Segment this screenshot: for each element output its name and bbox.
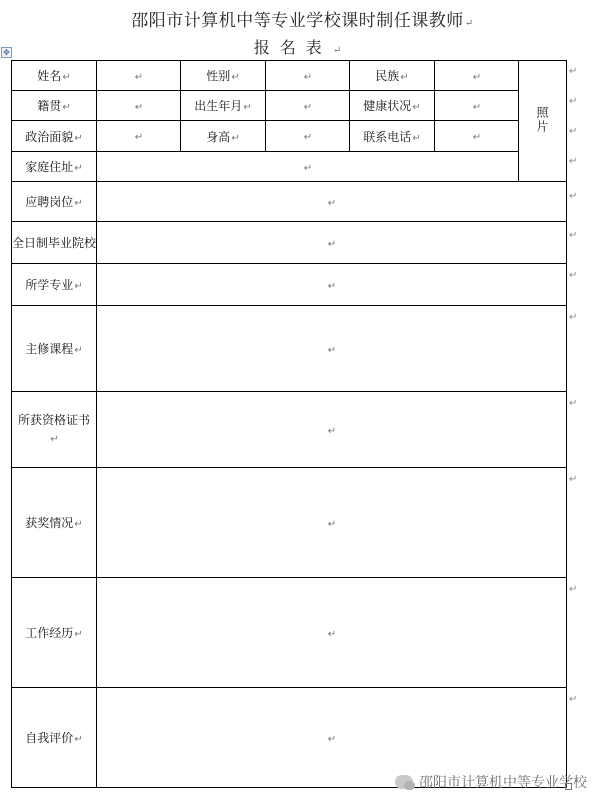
row-end-mark: ↵ [569, 312, 578, 323]
position-label: 应聘岗位↵ [12, 182, 97, 222]
height-cell[interactable]: ↵ [266, 121, 350, 152]
address-cell[interactable]: ↵ [97, 152, 519, 182]
school-label: 全日制毕业院校 [12, 222, 97, 264]
watermark [395, 772, 587, 792]
row-end-mark: ↵ [569, 584, 578, 595]
row-end-mark: ↵ [569, 270, 578, 281]
certificates-cell[interactable]: ↵ [97, 392, 567, 468]
native-place-label: 籍贯↵ [12, 91, 97, 121]
name-label: 姓名↵ [12, 61, 97, 91]
gender-label: 性别↵ [181, 61, 266, 91]
table-move-handle-icon[interactable]: ✥ [1, 47, 12, 58]
awards-label: 获奖情况↵ [12, 468, 97, 578]
courses-label: 主修课程↵ [12, 306, 97, 392]
certificates-label: 所获资格证书↵ [12, 392, 97, 468]
self-evaluation-label: 自我评价↵ [12, 688, 97, 788]
watermark-text: 邵阳市计算机中等专业学校 [419, 775, 587, 791]
major-cell[interactable]: ↵ [97, 264, 567, 306]
phone-label: 联系电话↵ [350, 121, 435, 152]
self-evaluation-cell[interactable]: ↵ [97, 688, 567, 788]
row-end-mark: ↵ [569, 66, 578, 77]
photo-label: 照片 [535, 105, 549, 134]
courses-cell[interactable]: ↵ [97, 306, 567, 392]
row-end-mark: ↵ [569, 96, 578, 107]
birth-date-cell[interactable]: ↵ [266, 91, 350, 121]
political-status-label: 政治面貌↵ [12, 121, 97, 152]
experience-cell[interactable]: ↵ [97, 578, 567, 688]
document-subtitle: 报名表↵ [253, 38, 352, 57]
registration-form-table [11, 60, 567, 788]
photo-cell[interactable] [519, 61, 567, 182]
position-cell[interactable]: ↵ [97, 182, 567, 222]
name-cell[interactable]: ↵ [97, 61, 181, 91]
health-label: 健康状况↵ [350, 91, 435, 121]
height-label: 身高↵ [181, 121, 266, 152]
row-end-mark: ↵ [569, 156, 578, 167]
row-end-mark: ↵ [569, 230, 578, 241]
birth-date-label: 出生年月↵ [181, 91, 266, 121]
awards-cell[interactable]: ↵ [97, 468, 567, 578]
wechat-icon [395, 775, 413, 789]
native-place-cell[interactable]: ↵ [97, 91, 181, 121]
experience-label: 工作经历↵ [12, 578, 97, 688]
major-label: 所学专业↵ [12, 264, 97, 306]
ethnicity-label: 民族↵ [350, 61, 435, 91]
political-status-cell[interactable]: ↵ [97, 121, 181, 152]
document-title: 邵阳市计算机中等专业学校课时制任课教师↵ [131, 11, 474, 31]
ethnicity-cell[interactable]: ↵ [435, 61, 519, 91]
row-end-mark: ↵ [569, 474, 578, 485]
row-end-mark: ↵ [569, 694, 578, 705]
end-mark-icon [565, 783, 572, 790]
row-end-mark: ↵ [569, 398, 578, 409]
row-end-mark: ↵ [569, 191, 578, 202]
gender-cell[interactable]: ↵ [266, 61, 350, 91]
phone-cell[interactable]: ↵ [435, 121, 519, 152]
row-end-mark: ↵ [569, 126, 578, 137]
health-cell[interactable]: ↵ [435, 91, 519, 121]
school-cell[interactable]: ↵ [97, 222, 567, 264]
address-label: 家庭住址↵ [12, 152, 97, 182]
